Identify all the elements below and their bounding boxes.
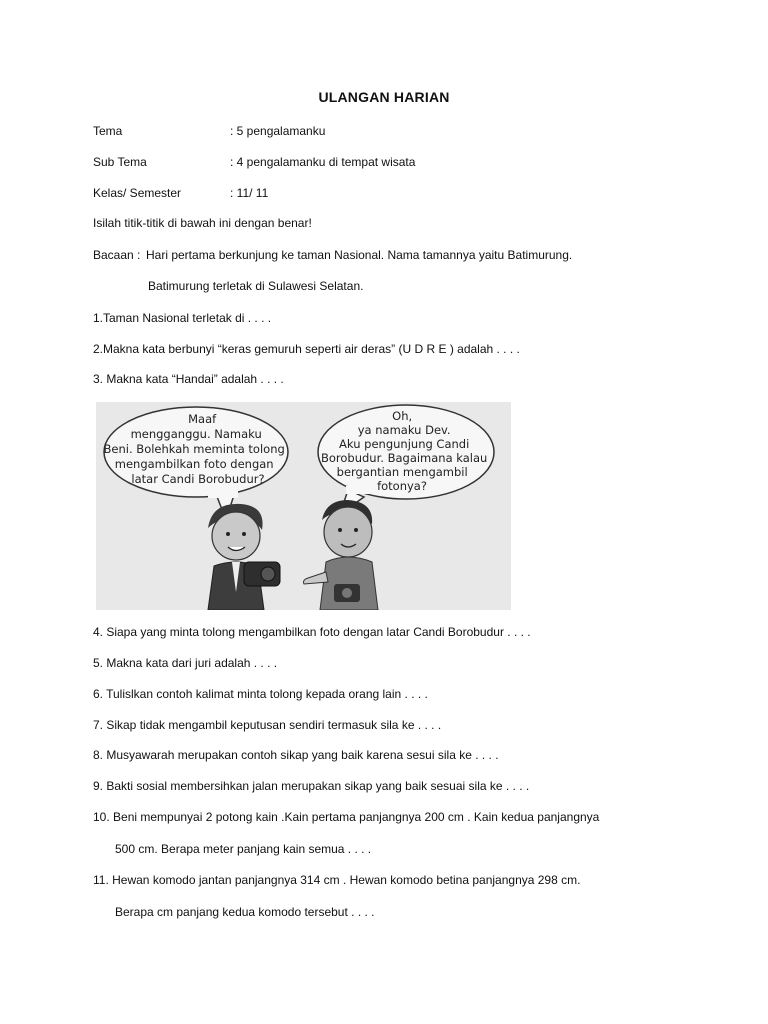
question-7: 7. Sikap tidak mengambil keputusan sendiri termasuk sila ke . . . . <box>93 718 442 732</box>
reading-line-2: Batimurung terletak di Sulawesi Selatan. <box>148 279 364 293</box>
left-bubble-text: Maaf mengganggu. Namaku Beni. Bolehkah meminta tolong mengambilkan foto dengan latar Candi Borobudur? <box>103 412 285 486</box>
question-5: 5. Makna kata dari juri adalah . . . . <box>93 656 278 670</box>
instruction-text: Isilah titik-titik di bawah ini dengan benar! <box>93 216 312 230</box>
question-11-continuation: Berapa cm panjang kedua komodo tersebut . . . . <box>115 905 375 919</box>
reading-line-1: Hari pertama berkunjung ke taman Nasional. Nama tamannya yaitu Batimurung. <box>146 248 573 262</box>
question-1: 1.Taman Nasional terletak di . . . . <box>93 311 272 325</box>
field-label-kelas: Kelas/ Semester <box>93 186 182 200</box>
question-3: 3. Makna kata “Handai” adalah . . . . <box>93 372 284 386</box>
question-10-continuation: 500 cm. Berapa meter panjang kain semua . . . . <box>115 842 372 856</box>
question-8: 8. Musyawarah merupakan contoh sikap yang baik karena sesui sila ke . . . . <box>93 748 499 762</box>
comic-illustration-drawing <box>96 402 511 610</box>
field-value-tema: : 5 pengalamanku <box>230 124 326 138</box>
comic-illustration <box>96 402 511 610</box>
field-label-tema: Tema <box>93 124 123 138</box>
field-value-kelas: : 11/ 11 <box>230 186 269 200</box>
question-2: 2.Makna kata berbunyi “keras gemuruh seperti air deras” (U D R E ) adalah . . . . <box>93 342 520 356</box>
reading-label: Bacaan : <box>93 248 141 262</box>
right-bubble-text: Oh, ya namaku Dev. Aku pengunjung Candi Borobudur. Bagaimana kalau bergantian mengambil fotonya? <box>320 409 488 493</box>
question-4: 4. Siapa yang minta tolong mengambilkan foto dengan latar Candi Borobudur . . . . <box>93 625 531 639</box>
question-9: 9. Bakti sosial membersihkan jalan merupakan sikap yang baik sesuai sila ke . . . . <box>93 779 530 793</box>
page-title: ULANGAN HARIAN <box>318 89 450 105</box>
question-10: 10. Beni mempunyai 2 potong kain .Kain pertama panjangnya 200 cm . Kain kedua panjangnya <box>93 810 600 824</box>
field-value-sub-tema: : 4 pengalamanku di tempat wisata <box>230 155 416 169</box>
question-11: 11. Hewan komodo jantan panjangnya 314 cm . Hewan komodo betina panjangnya 298 cm. <box>93 873 581 887</box>
field-label-sub-tema: Sub Tema <box>93 155 147 169</box>
question-6: 6. Tulislkan contoh kalimat minta tolong kepada orang lain . . . . <box>93 687 428 701</box>
